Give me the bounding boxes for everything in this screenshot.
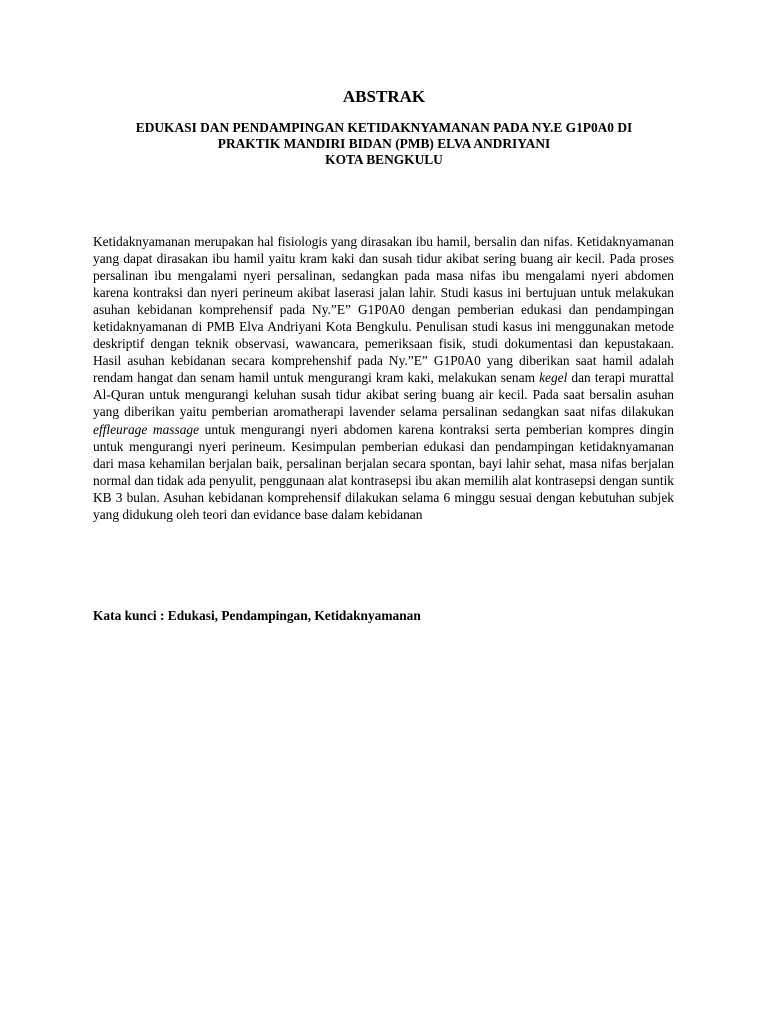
term-kegel: kegel [539,370,568,386]
keywords-line: Kata kunci : Edukasi, Pendampingan, Ketidaknyamanan [93,608,421,623]
subtitle-line-1: EDUKASI DAN PENDAMPINGAN KETIDAKNYAMANAN PADA NY.E G1P0A0 DI [135,120,633,135]
page-title: ABSTRAK [342,87,426,106]
abstract-text-part-1: Ketidaknyamanan merupakan hal fisiologis yang dirasakan ibu hamil, bersalin dan nifas. Ketidaknyamanan yang dapat dirasakan ibu hamil yaitu kram kaki dan susah tidur akibat sering buang air kecil. Pada proses persalinan ibu mengalami nyeri persalinan, sedangkan pada masa nifas ibu mengalami nyeri abdomen karena kontraksi dan nyeri perineum akibat laserasi jalan lahir. Studi kasus ini bertujuan untuk melakukan asuhan kebidanan komprehensif pada Ny.”E” G1P0A0 dengan pemberian edukasi dan pendampingan ketidaknyamanan di PMB Elva Andriyani Kota Bengkulu. Penulisan studi kasus ini menggunakan metode deskriptif dengan teknik observasi, wawancara, pemeriksaan fisik, studi dokumentasi dan kepustakaan. Hasil asuhan kebidanan secara komprehenshif pada Ny.”E” G1P0A0 yang diberikan saat hamil adalah rendam hangat dan senam hamil untuk mengurangi kram kaki, melakukan senam [93,234,674,386]
term-effleurage-massage: effleurage massage [93,421,200,437]
abstract-text-part-3: untuk mengurangi nyeri abdomen karena kontraksi serta pemberian kompres dingin untuk mengurangi nyeri perineum. Kesimpulan pemberian edukasi dan pendampingan ketidaknyamanan dari masa kehamilan berjalan baik, persalinan berjalan secara spontan, bayi lahir sehat, masa nifas berjalan normal dan tidak ada penyulit, penggunaan alat kontrasepsi ibu akan memilih alat kontrasepsi dengan suntik KB 3 bulan. Asuhan kebidanan komprehensif dilakukan selama 6 minggu sesuai dengan kebutuhan subjek yang didukung oleh teori dan evidance base dalam kebidanan [93,421,674,522]
subtitle-line-3: KOTA BENGKULU [325,152,443,167]
abstract-subtitle [0,120,768,168]
subtitle-line-2: PRAKTIK MANDIRI BIDAN (PMB) ELVA ANDRIYANI [217,136,551,151]
abstract-text-part-2: dan terapi murattal Al-Quran untuk mengurangi keluhan susah tidur akibat sering buang air kecil. Pada saat bersalin asuhan yang diberikan yaitu pemberian aromatherapi lavender selama persalinan sedangkan saat nifas dilakukan [93,370,674,420]
abstract-body [93,233,674,523]
